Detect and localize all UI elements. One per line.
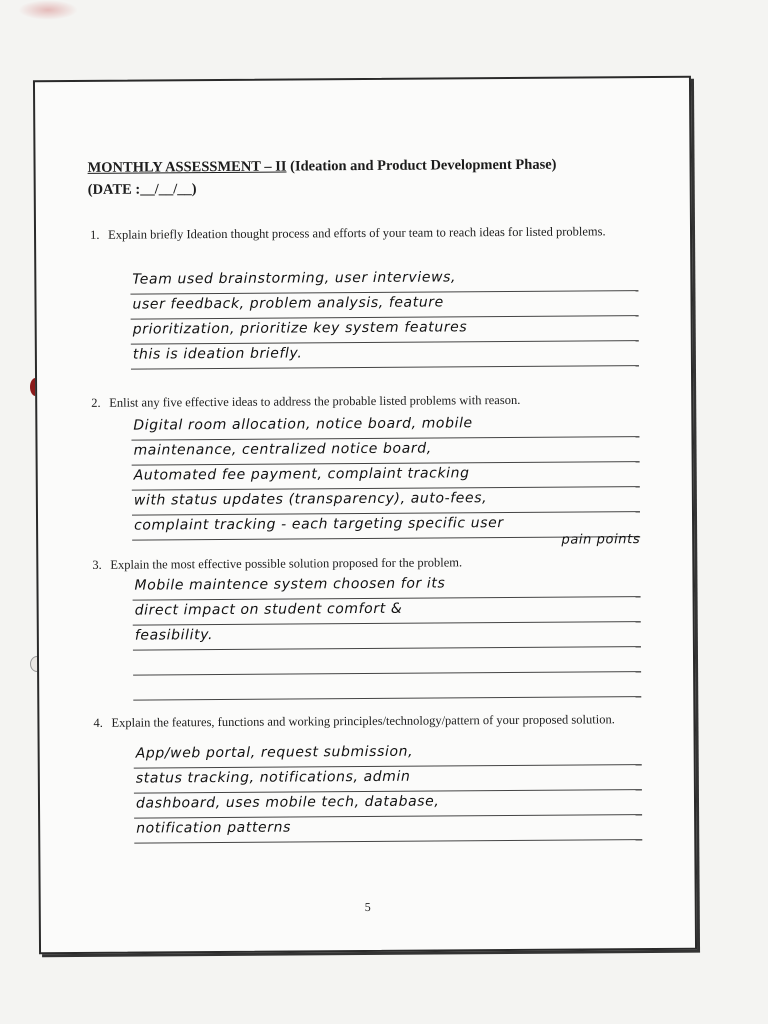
question-prompt: Explain the most effective possible solution proposed for the problem. bbox=[110, 555, 463, 572]
question-number: 1. bbox=[89, 227, 100, 242]
answer-line: App/web portal, request submission, bbox=[134, 740, 642, 769]
answer-line: maintenance, centralized notice board, bbox=[131, 437, 639, 466]
answer-line: this is ideation briefly. bbox=[131, 341, 639, 370]
answer-line: notification patterns bbox=[134, 815, 642, 844]
answer-line: feasibility. bbox=[133, 622, 641, 651]
page-frame bbox=[33, 76, 697, 955]
answer-line: Automated fee payment, complaint tracking bbox=[132, 462, 640, 491]
answer-1 bbox=[130, 266, 639, 370]
answer-line: dashboard, uses mobile tech, database, bbox=[134, 790, 642, 819]
page-number: 5 bbox=[364, 899, 371, 915]
answer-line-blank bbox=[133, 672, 641, 701]
answer-line: Digital room allocation, notice board, mobile bbox=[131, 412, 639, 441]
question-prompt: Enlist any five effective ideas to address the probable listed problems with reason. bbox=[109, 392, 521, 410]
page-title bbox=[88, 157, 557, 177]
question-prompt: Explain the features, functions and working principles/technology/pattern of your proposed solution. bbox=[111, 712, 615, 730]
answer-line: complaint tracking - each targeting specific user bbox=[132, 512, 640, 541]
answer-line: user feedback, problem analysis, feature bbox=[130, 291, 638, 320]
answer-3 bbox=[132, 572, 641, 701]
answer-line: prioritization, prioritize key system features bbox=[131, 316, 639, 345]
question-prompt: Explain briefly Ideation thought process and efforts of your team to reach ideas for listed problems. bbox=[107, 224, 606, 242]
question-number: 2. bbox=[91, 395, 101, 410]
question-number: 3. bbox=[92, 557, 102, 572]
title-rest: (Ideation and Product Development Phase) bbox=[286, 156, 557, 175]
corner-smudge bbox=[18, 0, 78, 20]
question-number: 4. bbox=[93, 715, 103, 730]
answer-line: status tracking, notifications, admin bbox=[134, 765, 642, 794]
answer-line: with status updates (transparency), auto-fees, bbox=[132, 487, 640, 516]
question-1 bbox=[89, 218, 648, 248]
answer-4 bbox=[134, 740, 643, 844]
title-underlined: MONTHLY ASSESSMENT – II bbox=[87, 158, 287, 176]
answer-line-overflow: pain points bbox=[561, 532, 641, 548]
answer-2 bbox=[131, 412, 640, 553]
answer-line: Mobile maintence system choosen for its bbox=[132, 572, 640, 601]
answer-line: Team used brainstorming, user interviews, bbox=[130, 266, 638, 295]
answer-line-blank bbox=[133, 647, 641, 676]
date-field: (DATE :__/__/__) bbox=[87, 181, 197, 198]
question-4 bbox=[93, 706, 651, 736]
question-2 bbox=[91, 386, 649, 416]
answer-line: direct impact on student comfort & bbox=[133, 597, 641, 626]
